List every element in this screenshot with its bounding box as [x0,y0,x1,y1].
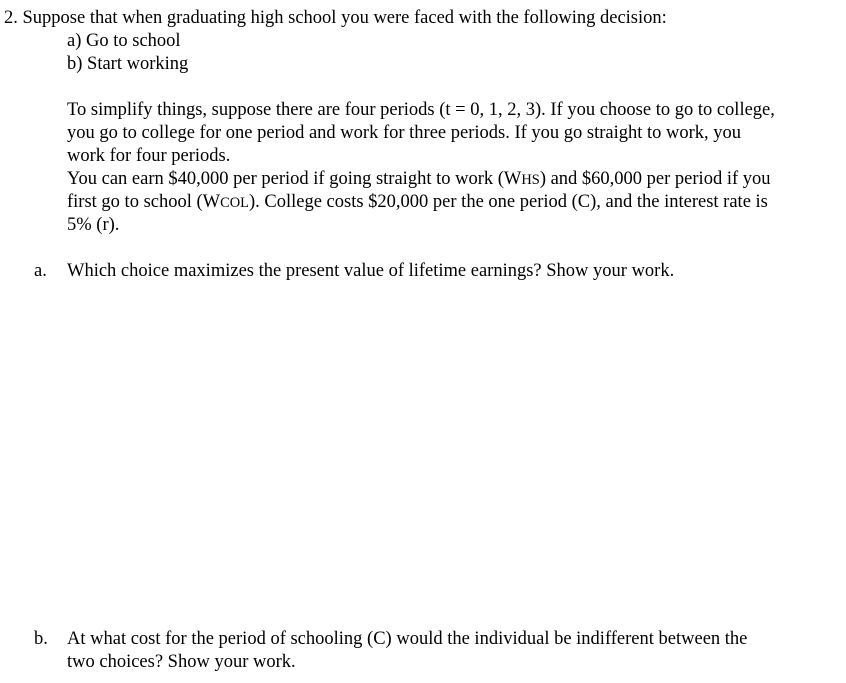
body-line-2: you go to college for one period and work for three periods. If you go straight to work, you [67,123,742,143]
wage-line-2-after: ). College costs $20,000 per the one period (C), and the interest rate is [248,192,768,212]
wage-line-1 [67,168,771,192]
part-b-line-2: two choices? Show your work. [67,652,296,672]
wage-hs-subscript: HS [521,172,540,188]
rate-line: 5% (r). [67,215,120,235]
option-b: b) Start working [67,54,189,74]
body-line-3: work for four periods. [67,146,231,166]
wage-line-1-before: You can earn $40,000 per period if going straight to work (W [67,169,522,189]
wage-line-1-after: ) and $60,000 per period if you [539,169,771,189]
wage-line-2 [67,191,768,215]
part-b-letter: b. [34,629,48,649]
question-heading: 2. Suppose that when graduating high school you were faced with the following decision: [4,8,667,28]
wage-line-2-before: first go to school (W [67,192,221,212]
option-a: a) Go to school [67,31,181,51]
wage-col-subscript: COL [220,195,249,211]
part-a-letter: a. [34,261,47,281]
body-line-1: To simplify things, suppose there are four periods (t = 0, 1, 2, 3). If you choose to go to college, [67,100,775,120]
part-b-line-1: At what cost for the period of schooling (C) would the individual be indifferent between the [67,629,748,649]
part-a-text: Which choice maximizes the present value of lifetime earnings? Show your work. [67,261,675,281]
